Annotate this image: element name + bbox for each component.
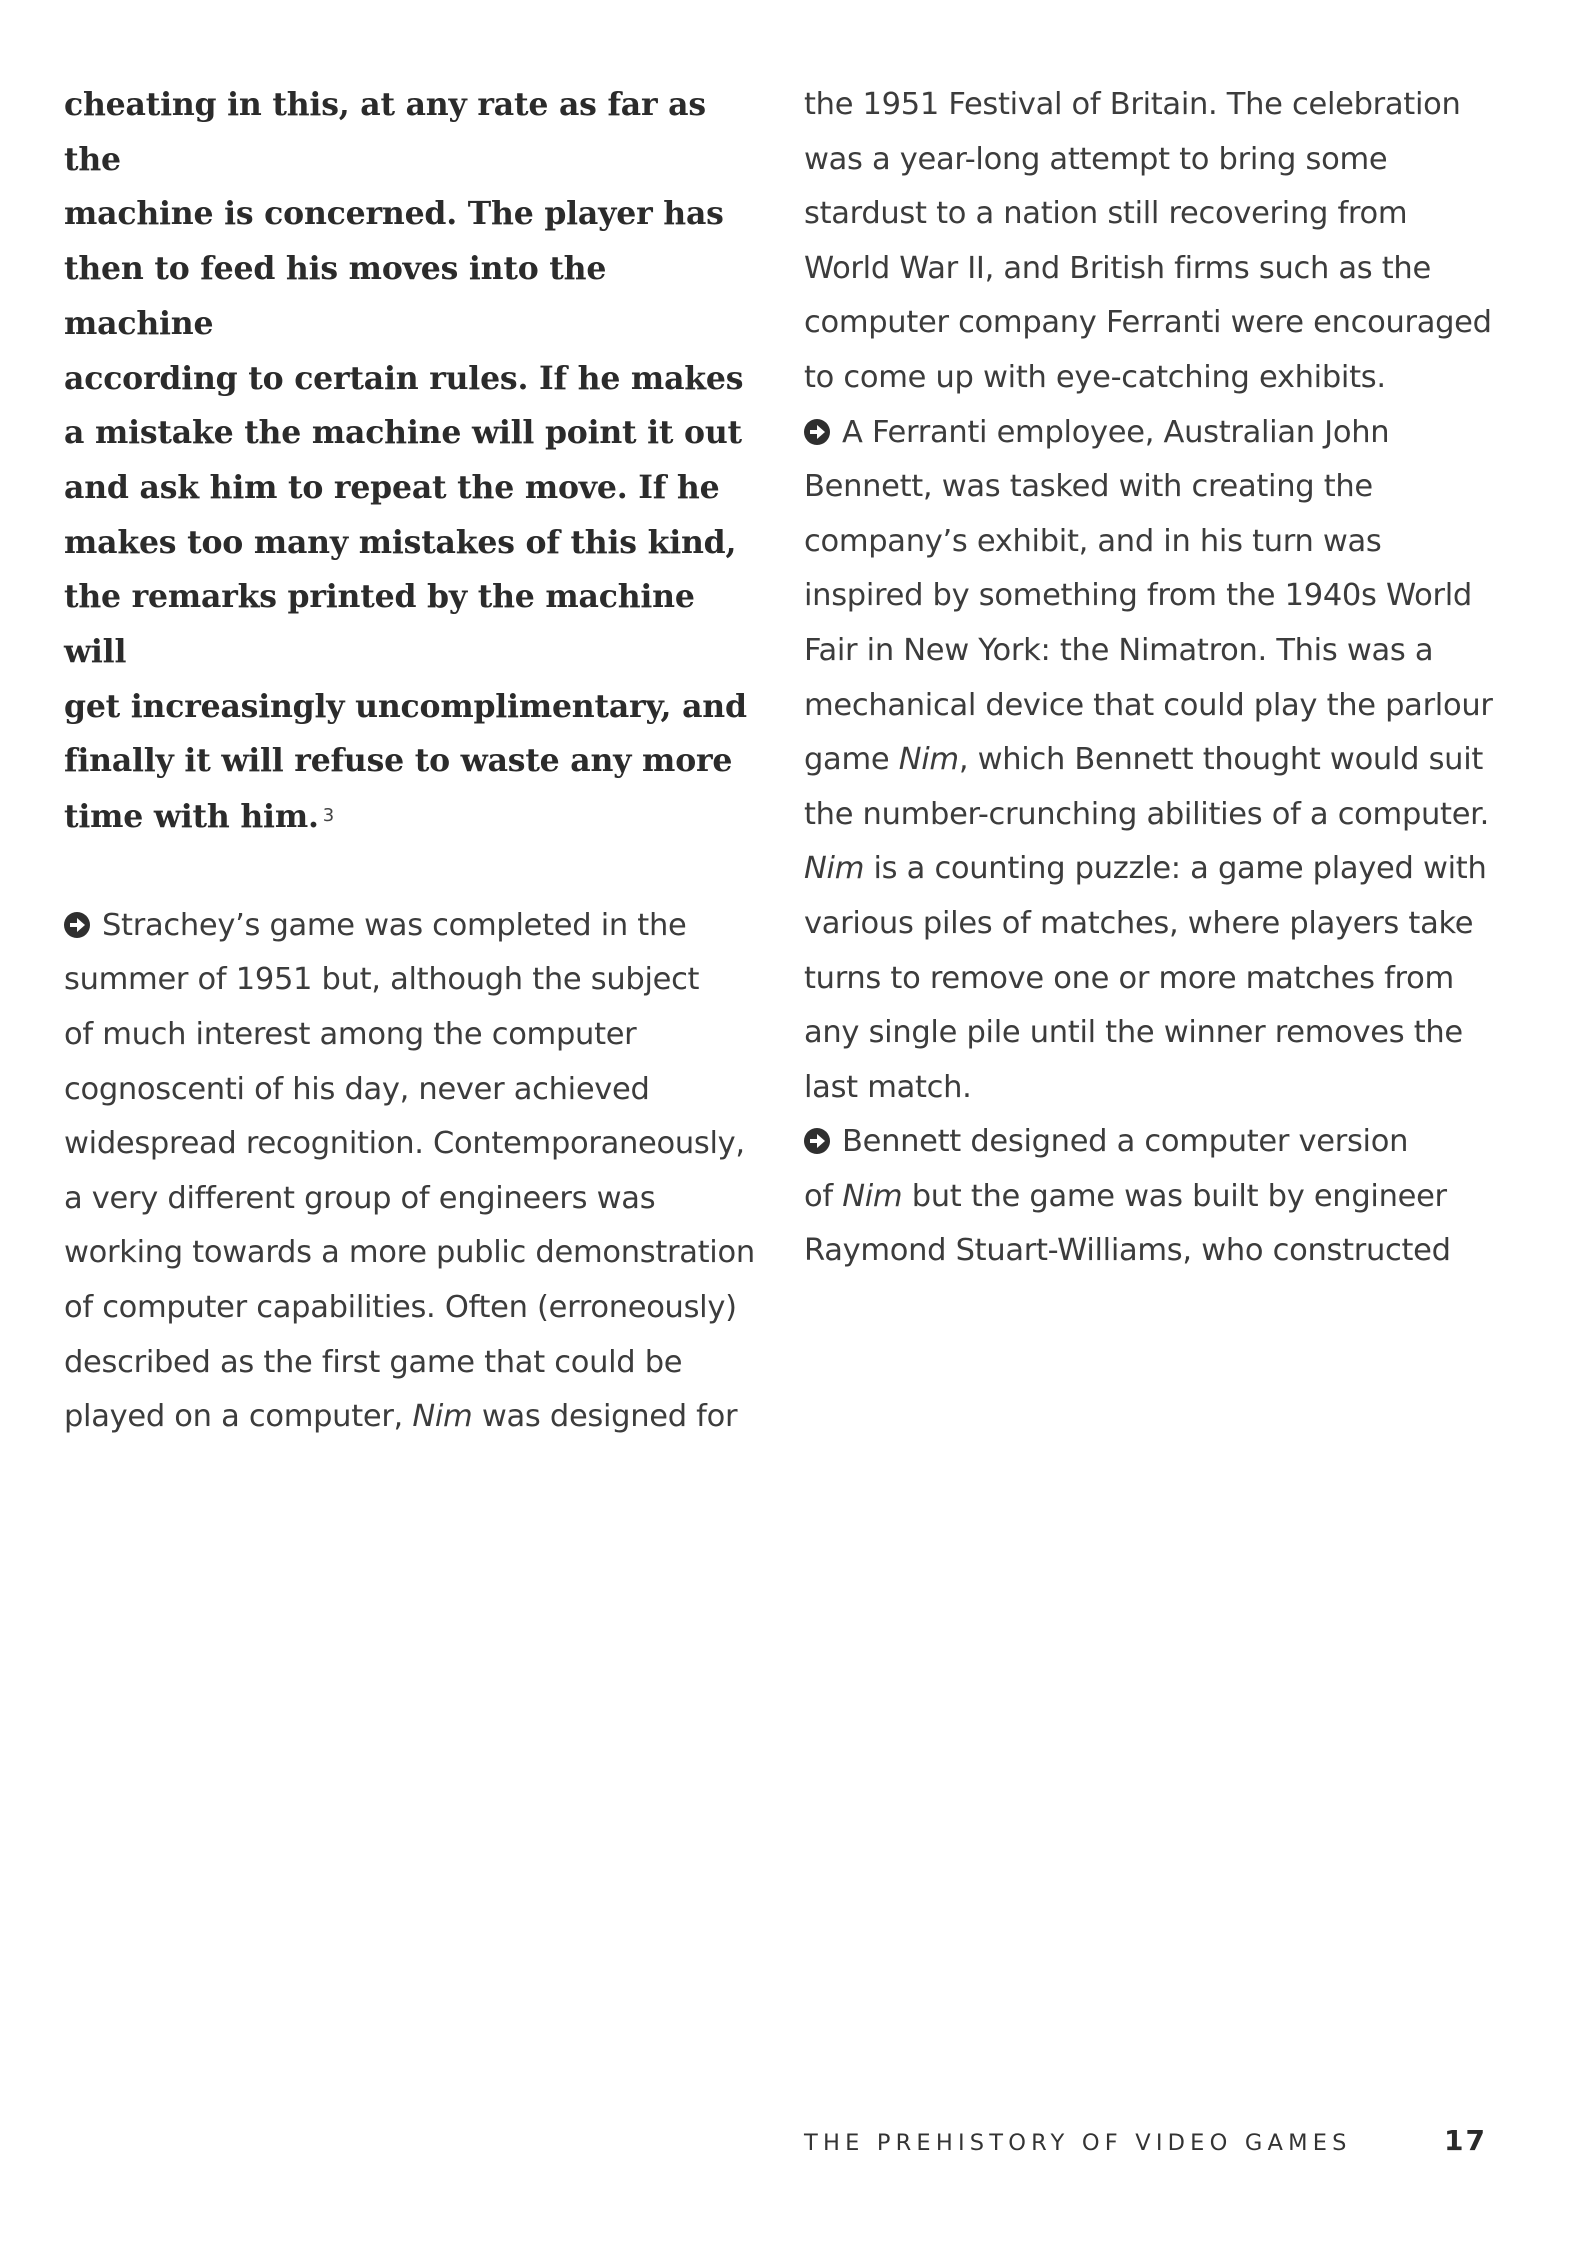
- game-title-italic: Nim: [842, 1178, 903, 1214]
- footnote-reference: 3: [322, 805, 334, 827]
- game-title-italic: Nim: [898, 742, 959, 778]
- block-quote: [64, 78, 764, 845]
- paragraph-text: is a counting puzzle: a game played with various piles of matches, where players take turns to remove one or more matches from any single pile until the winner removes the last match.: [804, 851, 1487, 1105]
- quote-text: cheating in this, at any rate as far as the machine is concerned. The player has then to feed his moves into the machine according to certain rules. If he makes a mistake the machine will point it out and ask him to repeat the move. If he makes too many mistakes of this kind, the remarks printed by the machine will get increasingly uncomplimentary, and finally it will refuse to waste any more time with him.: [64, 86, 747, 836]
- left-column: [64, 78, 764, 1445]
- paragraph-text: Strachey’s game was completed in the summer of 1951 but, although the subject of much interest among the computer cognoscenti of his day, never achieved widespread recognition. Contemporaneously, a very different group of engineers was working towards a more public demonstration of computer capabilities. Often (erroneously) described as the first game that could be played on a computer,: [64, 907, 755, 1435]
- paragraph-strachey: [64, 899, 764, 1445]
- paragraph-text: the 1951 Festival of Britain. The celebration was a year-long attempt to bring some stardust to a nation still recovering from World War II, and British firms such as the computer company Ferranti were encouraged to come up with eye-catching exhibits.: [804, 87, 1492, 395]
- page-number: 17: [1444, 2124, 1487, 2157]
- paragraph-festival: [804, 78, 1504, 406]
- circled-right-arrow-icon: [804, 419, 830, 445]
- circled-right-arrow-icon: [64, 912, 90, 938]
- paragraph-text: but the game was built by engineer Raymond Stuart-Williams, who constructed: [804, 1178, 1451, 1269]
- running-head: THE PREHISTORY OF VIDEO GAMES: [804, 2130, 1352, 2156]
- paragraph-text: A Ferranti employee, Australian John Bennett, was tasked with creating the company’s exhibit, and in his turn was inspired by something from the 1940s World Fair in New York: the Nimatron. This was a mechanical device that could play the parlour game: [804, 414, 1493, 778]
- paragraph-text: Bennett designed a computer version of: [804, 1124, 1409, 1214]
- circled-right-arrow-icon: [804, 1128, 830, 1154]
- paragraph-bennett: [804, 1115, 1504, 1279]
- game-title-italic: Nim: [412, 1399, 473, 1435]
- paragraph-text: was designed for: [472, 1399, 738, 1435]
- paragraph-text: , which Bennett thought would suit the number-crunching abilities of a computer.: [804, 742, 1489, 832]
- right-column: [804, 78, 1504, 1279]
- paragraph-spacer: [64, 845, 764, 899]
- game-title-italic: Nim: [804, 851, 865, 887]
- paragraph-ferranti: [804, 406, 1504, 1116]
